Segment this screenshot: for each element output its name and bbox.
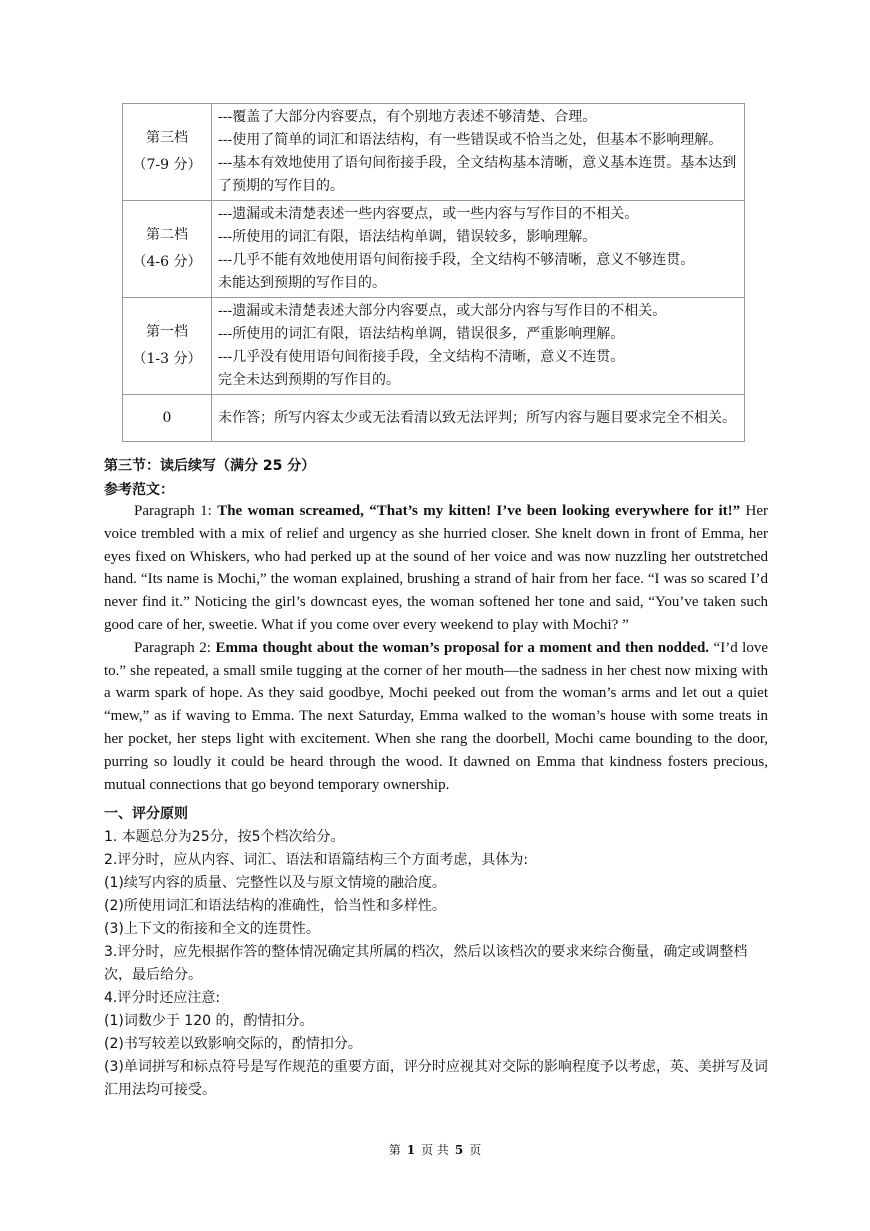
criterion-line: ---几乎没有使用语句间衔接手段，全文结构不清晰，意义不连贯。 bbox=[218, 349, 625, 365]
grading-table bbox=[122, 103, 745, 442]
given-opening-sentence: Emma thought about the woman’s proposal for a moment and then nodded. bbox=[215, 639, 710, 656]
table-row bbox=[123, 298, 745, 395]
criterion-line: ---基本有效地使用了语句间衔接手段，全文结构基本清晰，意义基本连贯。基本达到了预期的写作目的。 bbox=[218, 155, 737, 194]
essay-paragraph-2 bbox=[104, 637, 768, 797]
table-row bbox=[123, 395, 745, 442]
principle-item: (1)续写内容的质量、完整性以及与原文情境的融洽度。 bbox=[104, 875, 446, 891]
criterion-line: 未能达到预期的写作目的。 bbox=[218, 275, 386, 291]
criterion-line: ---遗漏或未清楚表述大部分内容要点，或大部分内容与写作目的不相关。 bbox=[218, 303, 667, 319]
paragraph-label: Paragraph 2: bbox=[134, 639, 216, 656]
table-row bbox=[123, 104, 745, 201]
band-range: （1-3 分） bbox=[132, 351, 202, 367]
band-name: 第三档 bbox=[146, 130, 188, 146]
principle-item: 4.评分时还应注意: bbox=[104, 990, 221, 1006]
paragraph-body: Her voice trembled with a mix of relief and urgency as she hurried closer. She knelt down in front of Emma, her eyes fixed on Whiskers, who had perked up at the sound of her voice and was now nuzzling her outstretched hand. “Its name is Mochi,” the woman explained, brushing a strand of hair from her face. “I was so scared I’d never find it.” Noticing the girl’s downcast eyes, the woman softened her tone and said, “You’ve taken such good care of her, sweetie. What if you come over every weekend to play with Mochi? ” bbox=[104, 503, 768, 633]
principles-heading: 一、评分原则 bbox=[104, 806, 188, 822]
criterion-line: ---遗漏或未清楚表述一些内容要点，或一些内容与写作目的不相关。 bbox=[218, 206, 639, 222]
principle-item: (2)书写较差以致影响交际的，酌情扣分。 bbox=[104, 1036, 362, 1052]
principle-item: (2)所使用词汇和语法结构的准确性，恰当性和多样性。 bbox=[104, 898, 446, 914]
principle-item: 1. 本题总分为25分，按5个档次给分。 bbox=[104, 829, 345, 845]
essay-paragraph-1 bbox=[104, 500, 768, 637]
reference-title: 参考范文： bbox=[104, 482, 174, 498]
band-cell bbox=[123, 298, 212, 395]
footer-mid: 页 共 bbox=[421, 1143, 449, 1157]
band-name: 第二档 bbox=[146, 227, 188, 243]
section-title: 第三节：读后续写（满分 25 分） bbox=[104, 458, 316, 474]
criterion-line: ---几乎不能有效地使用语句间衔接手段，全文结构不够清晰，意义不够连贯。 bbox=[218, 252, 695, 268]
band-description bbox=[212, 104, 745, 201]
given-opening-sentence: The woman screamed, “That’s my kitten! I’ve been looking everywhere for it!” bbox=[217, 503, 741, 519]
band-cell bbox=[123, 395, 212, 442]
principle-item: 2.评分时，应从内容、词汇、语法和语篇结构三个方面考虑，具体为: bbox=[104, 852, 529, 868]
page-footer bbox=[0, 1141, 870, 1158]
band-range: （4-6 分） bbox=[132, 254, 202, 270]
principle-item: 3.评分时，应先根据作答的整体情况确定其所属的档次，然后以该档次的要求来综合衡量，确定或调整档次，最后给分。 bbox=[104, 944, 748, 983]
criterion-line: ---覆盖了大部分内容要点，有个别地方表述不够清楚、合理。 bbox=[218, 109, 597, 125]
total-pages: 5 bbox=[454, 1143, 464, 1157]
criterion-line: ---所使用的词汇有限，语法结构单调，错误很多，严重影响理解。 bbox=[218, 326, 625, 342]
band-description bbox=[212, 395, 745, 442]
page-number: 1 bbox=[406, 1143, 416, 1157]
footer-suffix: 页 bbox=[469, 1143, 482, 1157]
paragraph-label: Paragraph 1: bbox=[134, 503, 218, 519]
grading-principles bbox=[104, 803, 770, 1102]
model-essay bbox=[104, 500, 768, 796]
footer-prefix: 第 bbox=[388, 1143, 401, 1157]
criterion-line: 未作答；所写内容太少或无法看清以致无法评判；所写内容与题目要求完全不相关。 bbox=[218, 409, 736, 426]
criterion-line: ---所使用的词汇有限，语法结构单调，错误较多，影响理解。 bbox=[218, 229, 597, 245]
criterion-line: 完全未达到预期的写作目的。 bbox=[218, 372, 400, 388]
paragraph-body: “I’d love to.” she repeated, a small smile tugging at the corner of her mouth—the sadness in her chest now mixing with a warm spark of hope. As they said goodbye, Mochi peeked out from the woman’s arms and let out a quiet “mew,” as if waving to Emma. The next Saturday, Emma walked to the woman’s house with some treats in her pocket, her steps light with excitement. When she rang the doorbell, Mochi came bounding to the door, purring so loudly it could be heard through the wood. It dawned on Emma that kindness fosters precious, mutual connections that go beyond temporary ownership. bbox=[104, 639, 768, 793]
principle-item: (1)词数少于 120 的，酌情扣分。 bbox=[104, 1013, 314, 1029]
table-row bbox=[123, 201, 745, 298]
band-name: 第一档 bbox=[146, 324, 188, 340]
band-cell bbox=[123, 201, 212, 298]
criterion-line: ---使用了简单的词汇和语法结构，有一些错误或不恰当之处，但基本不影响理解。 bbox=[218, 132, 723, 148]
band-name: 0 bbox=[162, 409, 172, 426]
band-description bbox=[212, 298, 745, 395]
band-range: （7-9 分） bbox=[132, 157, 202, 173]
band-description bbox=[212, 201, 745, 298]
principle-item: (3)上下文的衔接和全文的连贯性。 bbox=[104, 921, 320, 937]
band-cell bbox=[123, 104, 212, 201]
principle-item: (3)单词拼写和标点符号是写作规范的重要方面，评分时应视其对交际的影响程度予以考虑，英、美拼写及词汇用法均可接受。 bbox=[104, 1059, 768, 1098]
